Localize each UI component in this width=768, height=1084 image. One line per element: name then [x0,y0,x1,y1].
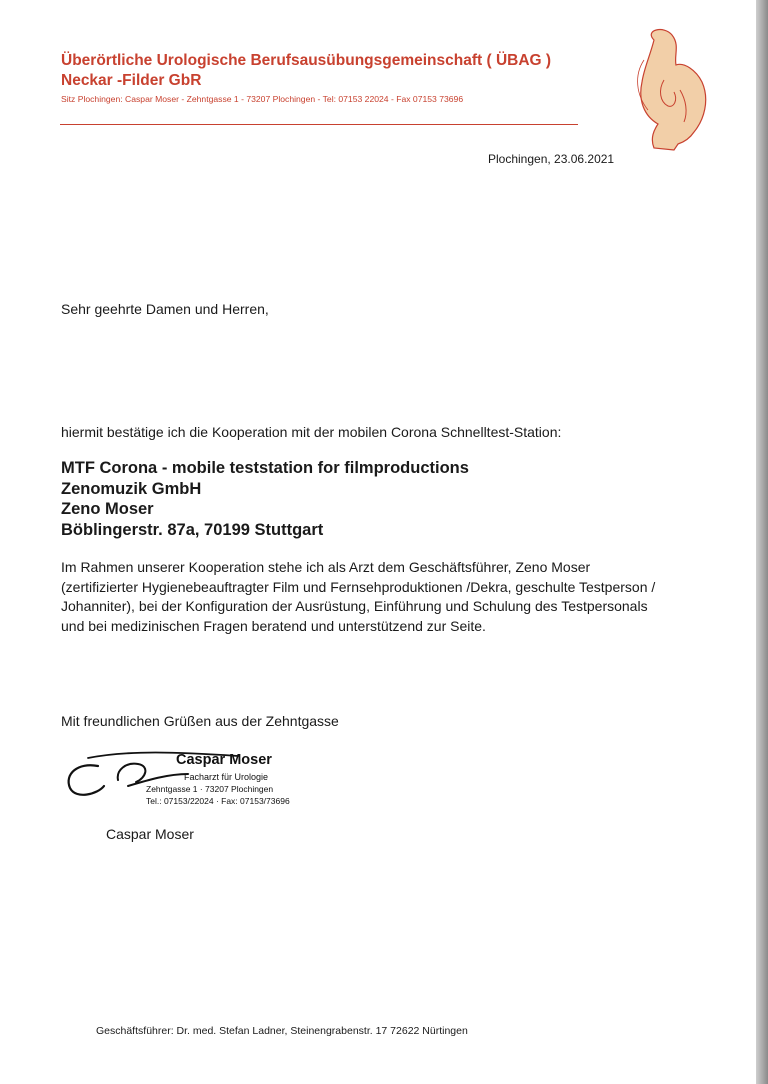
organization-subname: Neckar -Filder GbR [61,72,202,89]
letter-date: Plochingen, 23.06.2021 [488,152,615,166]
signer-name: Caspar Moser [106,826,194,842]
scan-edge [756,0,768,1084]
body-line: und bei medizinischen Fragen beratend und unterstützend zur Seite. [61,617,486,634]
recipient-line: Zeno Moser [61,500,154,518]
body-line: (zertifizierter Hygienebeauftragter Film und Fernsehproduktionen /Dekra, geschulte Testperson / [61,578,656,595]
salutation: Sehr geehrte Damen und Herren, [61,301,269,317]
organization-name: Überörtliche Urologische Berufsausübungsgemeinschaft ( ÜBAG ) [61,52,552,69]
body-line: Im Rahmen unserer Kooperation stehe ich als Arzt dem Geschäftsführer, Zeno Moser [61,559,591,575]
header-divider [60,124,578,125]
body-line: Johanniter), bei der Konfiguration der Ausrüstung, Einführung und Schulung des Testpersonals [61,598,648,614]
stamp-name: Caspar Moser [176,752,272,768]
closing-line: Mit freundlichen Grüßen aus der Zehntgasse [61,713,339,729]
footer-managing-director: Geschäftsführer: Dr. med. Stefan Ladner, Steinengrabenstr. 17 72622 Nürtingen [96,1025,468,1037]
body-paragraph [61,558,751,636]
stamp-address: Zehntgasse 1 · 73207 Plochingen [146,784,274,794]
recipient-block [61,458,469,540]
recipient-line: Böblingerstr. 87a, 70199 Stuttgart [61,520,324,539]
letterhead-organization [61,51,551,91]
intro-paragraph: hiermit bestätige ich die Kooperation mit der mobilen Corona Schnelltest-Station: [61,424,562,440]
recipient-line: Zenomuzik GmbH [61,479,202,498]
seated-figure-logo-icon [614,20,724,155]
stamp-phone: Tel.: 07153/22024 · Fax: 07153/73696 [146,796,290,806]
stamp-title: Facharzt für Urologie [184,772,269,782]
letterhead-address: Sitz Plochingen: Caspar Moser - Zehntgasse 1 - 73207 Plochingen - Tel: 07153 22024 - Fax 07153 73696 [61,94,464,104]
recipient-line: MTF Corona - mobile teststation for filmproductions [61,459,469,477]
